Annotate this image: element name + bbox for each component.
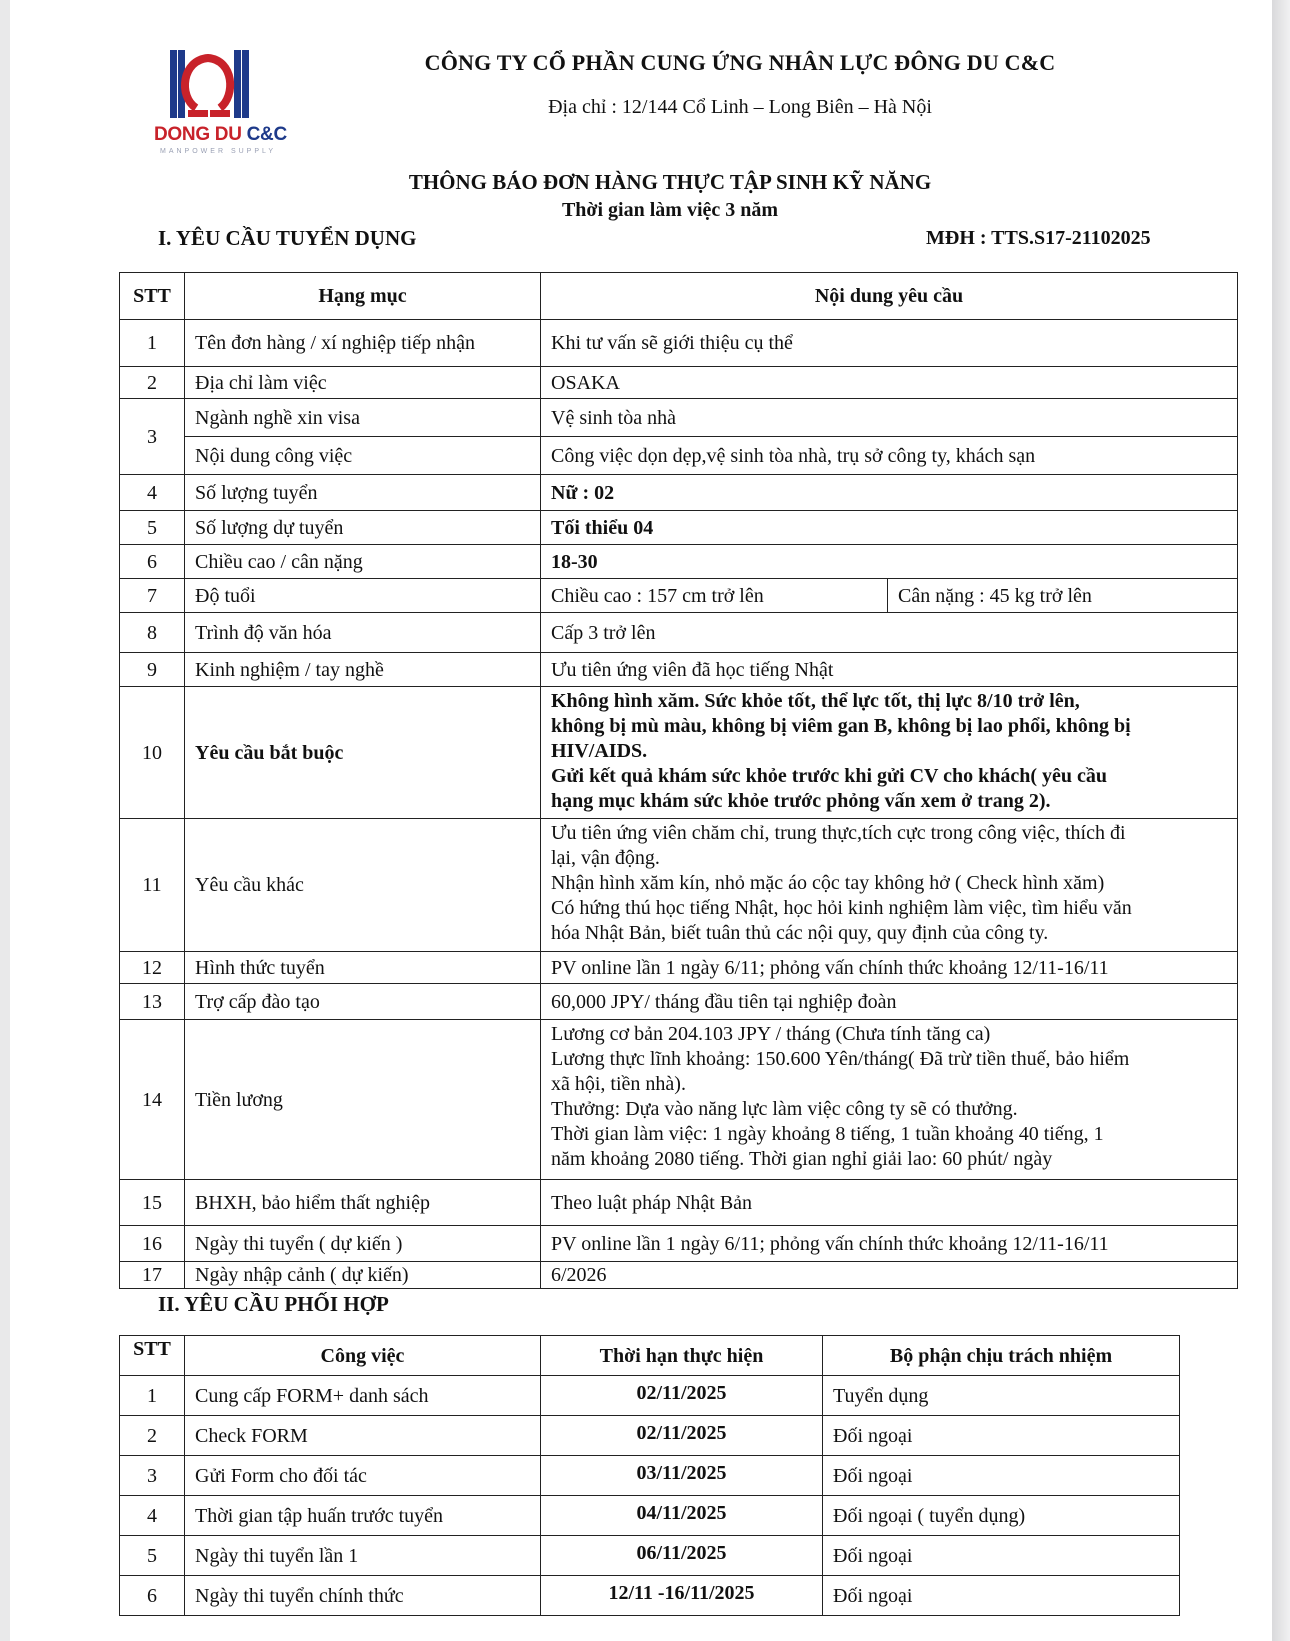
row-content: Công việc dọn dẹp,vệ sinh tòa nhà, trụ sở công ty, khách sạn (541, 437, 1238, 475)
row-content: Tối thiểu 04 (541, 511, 1238, 545)
header-item: Hạng mục (185, 273, 541, 320)
table-row (120, 511, 1238, 545)
table-row (120, 1180, 1238, 1226)
content-line: Nhận hình xăm kín, nhỏ mặc áo cộc tay không hở ( Check hình xăm) (551, 872, 1105, 894)
table-row (120, 1226, 1238, 1262)
row-stt: 11 (120, 819, 185, 952)
row-content: 60,000 JPY/ tháng đầu tiên tại nghiệp đoàn (541, 984, 1238, 1020)
content-line: Không hình xăm. Sức khỏe tốt, thể lực tốt, thị lực 8/10 trở lên, (551, 690, 1080, 712)
row-department: Tuyển dụng (823, 1376, 1180, 1416)
row-content: Theo luật pháp Nhật Bản (541, 1180, 1238, 1226)
row-stt: 5 (120, 511, 185, 545)
row-item: Trợ cấp đào tạo (185, 984, 541, 1020)
row-stt: 4 (120, 1496, 185, 1536)
row-stt: 3 (120, 1456, 185, 1496)
row-content: OSAKA (541, 367, 1238, 399)
content-line: Thưởng: Dựa vào năng lực làm việc công ty sẽ có thưởng. (551, 1098, 1018, 1120)
table-header-row (120, 1336, 1180, 1376)
row-stt: 3 (120, 399, 185, 475)
row-content: Nữ : 02 (541, 475, 1238, 511)
row-item: Tiền lương (185, 1020, 541, 1180)
document-title: THÔNG BÁO ĐƠN HÀNG THỰC TẬP SINH KỸ NĂNG (408, 170, 932, 194)
content-line: hạng mục khám sức khỏe trước phỏng vấn xem ở trang 2). (551, 790, 1051, 812)
row-content: Cấp 3 trở lên (541, 613, 1238, 653)
row-item: Ngày thi tuyển ( dự kiến ) (185, 1226, 541, 1262)
company-address: Địa chỉ : 12/144 Cổ Linh – Long Biên – Hà Nội (548, 96, 932, 118)
row-deadline: 02/11/2025 (541, 1416, 823, 1456)
row-content: Khi tư vấn sẽ giới thiệu cụ thể (541, 320, 1238, 367)
header-stt: STT (120, 1336, 185, 1376)
content-line: Lương cơ bản 204.103 JPY / tháng (Chưa tính tăng ca) (551, 1023, 991, 1045)
content-line: Gửi kết quả khám sức khỏe trước khi gửi CV cho khách( yêu cầu (551, 765, 1107, 787)
table-row (120, 984, 1238, 1020)
row-stt: 2 (120, 367, 185, 399)
document-page (10, 0, 1272, 1641)
row-item: Ngành nghề xin visa (185, 399, 541, 437)
content-line: xã hội, tiền nhà). (551, 1073, 686, 1095)
section-2-heading: II. YÊU CẦU PHỐI HỢP (158, 1292, 389, 1316)
table-header-row (120, 273, 1238, 320)
row-item: BHXH, bảo hiểm thất nghiệp (185, 1180, 541, 1226)
row-content: Ưu tiên ứng viên đã học tiếng Nhật (541, 653, 1238, 687)
row-task: Thời gian tập huấn trước tuyển (185, 1496, 541, 1536)
table-row (120, 687, 1238, 819)
row-deadline: 06/11/2025 (541, 1536, 823, 1576)
row-item: Số lượng tuyển (185, 475, 541, 511)
row-stt: 12 (120, 952, 185, 984)
row-item: Tên đơn hàng / xí nghiệp tiếp nhận (185, 320, 541, 367)
row-stt: 13 (120, 984, 185, 1020)
row-task: Ngày thi tuyển lần 1 (185, 1536, 541, 1576)
content-line: Ưu tiên ứng viên chăm chỉ, trung thực,tích cực trong công việc, thích đi (551, 822, 1126, 844)
row-deadline: 03/11/2025 (541, 1456, 823, 1496)
row-department: Đối ngoại (823, 1576, 1180, 1616)
row-content: 18-30 (541, 545, 1238, 579)
table-row (120, 952, 1238, 984)
content-line: Có hứng thú học tiếng Nhật, học hỏi kinh nghiệm làm việc, tìm hiểu văn (551, 897, 1132, 919)
row-department: Đối ngoại ( tuyển dụng) (823, 1496, 1180, 1536)
row-item: Địa chỉ làm việc (185, 367, 541, 399)
table-row (120, 1262, 1238, 1289)
row-deadline: 12/11 -16/11/2025 (541, 1576, 823, 1616)
table-row (120, 579, 1238, 613)
table-row (120, 1576, 1180, 1616)
order-code: MĐH : TTS.S17-21102025 (926, 227, 1151, 249)
row-stt: 9 (120, 653, 185, 687)
row-item: Yêu cầu khác (185, 819, 541, 952)
header-department: Bộ phận chịu trách nhiệm (823, 1336, 1180, 1376)
row-content-weight: Cân nặng : 45 kg trở lên (888, 579, 1238, 613)
row-stt: 1 (120, 1376, 185, 1416)
header-task: Công việc (185, 1336, 541, 1376)
table-row (120, 1416, 1180, 1456)
row-item: Nội dung công việc (185, 437, 541, 475)
row-content (541, 687, 1238, 819)
header-stt: STT (120, 273, 185, 320)
logo-wordmark: DONG DU C&C (154, 124, 287, 145)
page-edge-shadow (1272, 0, 1290, 1641)
row-task: Cung cấp FORM+ danh sách (185, 1376, 541, 1416)
row-item: Trình độ văn hóa (185, 613, 541, 653)
table-row (120, 320, 1238, 367)
header-content: Nội dung yêu cầu (541, 273, 1238, 320)
row-department: Đối ngoại (823, 1456, 1180, 1496)
row-stt: 6 (120, 1576, 185, 1616)
row-item: Số lượng dự tuyển (185, 511, 541, 545)
content-line: không bị mù màu, không bị viêm gan B, không bị lao phổi, không bị (551, 715, 1131, 737)
row-stt: 1 (120, 320, 185, 367)
row-stt: 7 (120, 579, 185, 613)
row-deadline: 04/11/2025 (541, 1496, 823, 1536)
row-stt: 16 (120, 1226, 185, 1262)
table-row (120, 613, 1238, 653)
content-line: hóa Nhật Bản, biết tuân thủ các nội quy, quy định của công ty. (551, 922, 1049, 944)
table-row (120, 819, 1238, 952)
row-stt: 8 (120, 613, 185, 653)
coordination-table (119, 1335, 1180, 1616)
row-stt: 5 (120, 1536, 185, 1576)
row-item: Hình thức tuyển (185, 952, 541, 984)
row-deadline: 02/11/2025 (541, 1376, 823, 1416)
row-stt: 6 (120, 545, 185, 579)
content-line: HIV/AIDS. (551, 740, 648, 762)
table-row (120, 653, 1238, 687)
content-line: Thời gian làm việc: 1 ngày khoảng 8 tiếng, 1 tuần khoảng 40 tiếng, 1 (551, 1123, 1104, 1145)
row-department: Đối ngoại (823, 1416, 1180, 1456)
row-stt: 14 (120, 1020, 185, 1180)
logo-subtitle: MANPOWER SUPPLY (160, 148, 277, 155)
row-content: Vệ sinh tòa nhà (541, 399, 1238, 437)
row-task: Check FORM (185, 1416, 541, 1456)
table-row (120, 367, 1238, 399)
row-department: Đối ngoại (823, 1536, 1180, 1576)
table-row (120, 1536, 1180, 1576)
section-1-heading: I. YÊU CẦU TUYỂN DỤNG (158, 226, 417, 250)
row-task: Gửi Form cho đối tác (185, 1456, 541, 1496)
table-row (120, 545, 1238, 579)
row-stt: 17 (120, 1262, 185, 1289)
row-stt: 15 (120, 1180, 185, 1226)
row-content (541, 1020, 1238, 1180)
row-item: Kinh nghiệm / tay nghề (185, 653, 541, 687)
row-content (541, 819, 1238, 952)
content-line: năm khoảng 2080 tiếng. Thời gian nghỉ giải lao: 60 phút/ ngày (551, 1148, 1053, 1170)
table-row (120, 475, 1238, 511)
table-row (120, 1456, 1180, 1496)
row-item: Độ tuổi (185, 579, 541, 613)
document-subtitle: Thời gian làm việc 3 năm (561, 199, 779, 221)
row-item: Chiều cao / cân nặng (185, 545, 541, 579)
row-content: 6/2026 (541, 1262, 1238, 1289)
recruitment-requirements-table (119, 272, 1238, 1289)
content-line: lại, vận động. (551, 847, 660, 869)
header-deadline: Thời hạn thực hiện (541, 1336, 823, 1376)
content-line: Lương thực lĩnh khoảng: 150.600 Yên/tháng( Đã trừ tiền thuế, bảo hiểm (551, 1048, 1130, 1070)
row-content-height: Chiều cao : 157 cm trở lên (541, 579, 888, 613)
table-row (120, 399, 1238, 437)
table-row (120, 437, 1238, 475)
row-stt: 2 (120, 1416, 185, 1456)
company-name: CÔNG TY CỔ PHẦN CUNG ỨNG NHÂN LỰC ĐÔNG DU C&C (424, 50, 1056, 75)
row-content: PV online lần 1 ngày 6/11; phỏng vấn chính thức khoảng 12/11-16/11 (541, 1226, 1238, 1262)
table-row (120, 1376, 1180, 1416)
table-row (120, 1020, 1238, 1180)
table-row (120, 1496, 1180, 1536)
row-item: Ngày nhập cảnh ( dự kiến) (185, 1262, 541, 1289)
row-content: PV online lần 1 ngày 6/11; phỏng vấn chính thức khoảng 12/11-16/11 (541, 952, 1238, 984)
row-item: Yêu cầu bắt buộc (185, 687, 541, 819)
row-task: Ngày thi tuyển chính thức (185, 1576, 541, 1616)
row-stt: 10 (120, 687, 185, 819)
row-stt: 4 (120, 475, 185, 511)
